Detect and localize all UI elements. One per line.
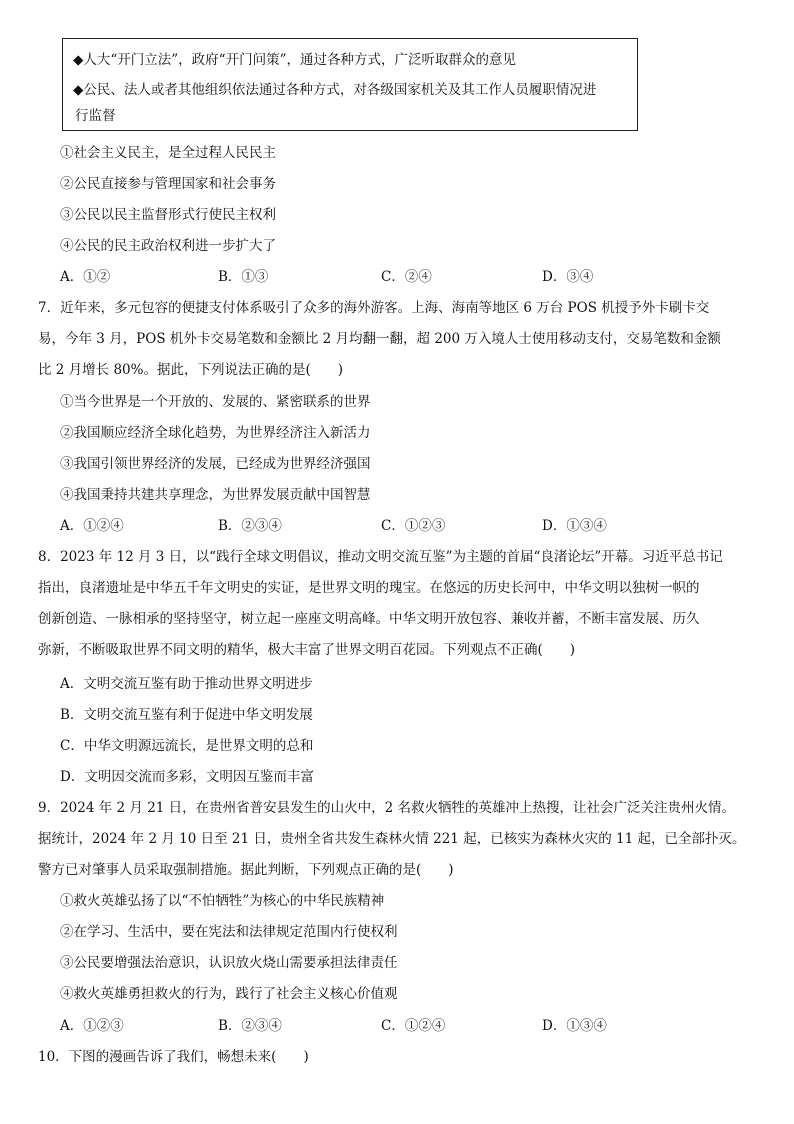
choice-a: A．①②③	[60, 1018, 124, 1034]
question-8-stem: 弥新，不断吸取世界不同文明的精华，极大丰富了世界文明百花园。下列观点不正确( )	[38, 642, 576, 658]
question-10-stem: 10．下图的漫画告诉了我们，畅想未来( )	[38, 1049, 309, 1065]
question-8-stem: 创新创造、一脉相承的坚持坚守，树立起一座座文明高峰。中华文明开放包容、兼收并蓄，不断丰富发展、历久	[38, 611, 700, 627]
choice-b: B．①③	[218, 269, 269, 285]
question-9-stem: 9．2024 年 2 月 21 日，在贵州省普安县发生的山火中，2 名救火牺牲的英雄冲上热搜，让社会广泛关注贵州火情。	[38, 800, 736, 816]
choice-b: B．②③④	[218, 1018, 282, 1034]
option-b: B．文明交流互鉴有利于促进中华文明发展	[60, 707, 313, 723]
statement: ①当今世界是一个开放的、发展的、紧密联系的世界	[60, 394, 371, 410]
statement: ②我国顺应经济全球化趋势，为世界经济注入新活力	[60, 425, 371, 441]
statement: ③公民以民主监督形式行使民主权利	[60, 207, 276, 223]
question-7-stem: 7．近年来，多元包容的便捷支付体系吸引了众多的海外游客。上海、海南等地区 6 万台 POS 机授予外卡刷卡交	[38, 300, 710, 316]
question-8-stem: 指出，良渚遗址是中华五千年文明史的实证，是世界文明的瑰宝。在悠远的历史长河中，中华文明以独树一帜的	[38, 580, 700, 596]
statement: ②在学习、生活中，要在宪法和法律规定范围内行使权利	[60, 924, 398, 940]
statement: ②公民直接参与管理国家和社会事务	[60, 176, 276, 192]
choice-d: D．①③④	[542, 1018, 607, 1034]
statement: ④公民的民主政治权利进一步扩大了	[60, 238, 276, 254]
choice-c: C．①②③	[381, 518, 446, 534]
choice-c: C．②④	[381, 269, 432, 285]
statement: ③公民要增强法治意识，认识放火烧山需要承担法律责任	[60, 955, 398, 971]
choice-d: D．③④	[542, 269, 594, 285]
statement: ③我国引领世界经济的发展，已经成为世界经济强国	[60, 456, 371, 472]
choice-b: B．②③④	[218, 518, 282, 534]
statement: ④我国秉持共建共享理念，为世界发展贡献中国智慧	[60, 487, 371, 503]
question-9-stem: 据统计，2024 年 2 月 10 日至 21 日，贵州全省共发生森林火情 221 起，已核实为森林火灾的 11 起，已全部扑灭。	[38, 831, 746, 847]
question-7-stem: 易，今年 3 月，POS 机外卡交易笔数和金额比 2 月均翻一翻，超 200 万入境人士使用移动支付，交易笔数和金额	[38, 331, 721, 347]
choice-a: A．①②	[60, 269, 111, 285]
question-8-stem: 8．2023 年 12 月 3 日，以“践行全球文明倡议，推动文明交流互鉴”为主题的首届“良渚论坛”开幕。习近平总书记	[38, 549, 723, 565]
question-9-stem: 警方已对肇事人员采取强制措施。据此判断，下列观点正确的是( )	[38, 862, 454, 878]
choice-d: D．①③④	[542, 518, 607, 534]
material-line: ◆公民、法人或者其他组织依法通过各种方式，对各级国家机关及其工作人员履职情况进	[73, 82, 597, 98]
option-a: A．文明交流互鉴有助于推动世界文明进步	[60, 676, 313, 692]
choice-a: A．①②④	[60, 518, 124, 534]
question-7-stem: 比 2 月增长 80%。据此，下列说法正确的是( )	[38, 362, 344, 378]
material-line: ◆人大“开门立法”，政府“开门问策”，通过各种方式，广泛听取群众的意见	[73, 52, 516, 68]
statement: ①社会主义民主，是全过程人民民主	[60, 145, 276, 161]
choice-c: C．①②④	[381, 1018, 446, 1034]
material-line: 行监督	[75, 108, 116, 124]
statement: ④救火英雄勇担救火的行为，践行了社会主义核心价值观	[60, 986, 398, 1002]
option-d: D．文明因交流而多彩，文明因互鉴而丰富	[60, 769, 314, 785]
material-box	[62, 38, 638, 131]
statement: ①救火英雄弘扬了以“不怕牺牲”为核心的中华民族精神	[60, 893, 385, 909]
option-c: C．中华文明源远流长，是世界文明的总和	[60, 738, 314, 754]
